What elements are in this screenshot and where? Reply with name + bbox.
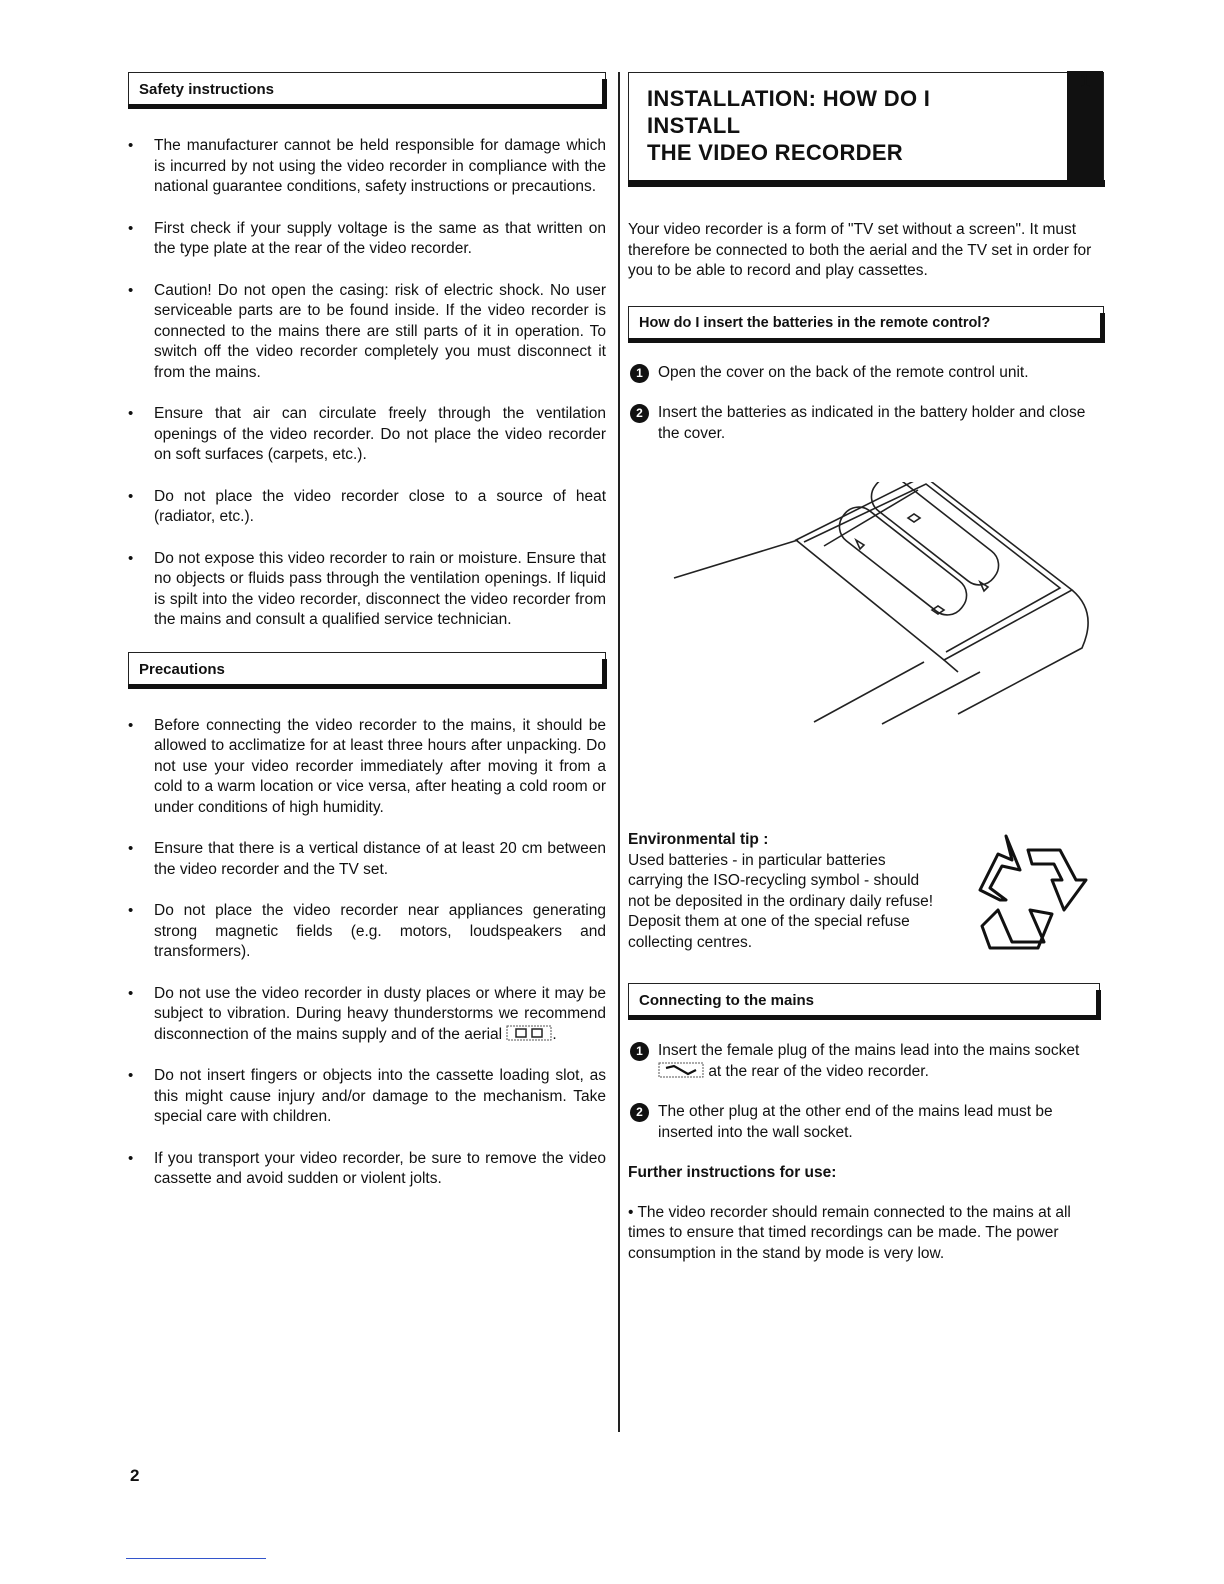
list-item: • Do not place the video recorder near appliances generating strong magnetic fields (e.g. motors, loudspeakers and transformers). (128, 901, 606, 963)
list-item: • Do not place the video recorder close to a source of heat (radiator, etc.). (128, 487, 606, 528)
list-item-text: Do not use the video recorder in dusty places or where it may be subject to vibration. During heavy thunderstorms we recommend disconnection of the mains supply and of the aerial (154, 984, 606, 1043)
safety-instructions-title: Safety instructions (139, 81, 275, 98)
aerial-socket-icon (506, 1025, 552, 1041)
step-number: 2 (630, 404, 649, 423)
mains-step (628, 1102, 1104, 1143)
right-column (628, 72, 1104, 1264)
list-item: • Do not use the video recorder in dusty places or where it may be subject to vibration. During heavy thunderstorms we recommend disconnection of the mains supply and of the aerial . (128, 984, 606, 1046)
step-number: 1 (630, 1042, 649, 1061)
recycling-icon (960, 830, 1090, 960)
battery-step (628, 363, 1104, 384)
step-text: Open the cover on the back of the remote control unit. (658, 363, 1029, 381)
list-item: • The manufacturer cannot be held responsible for damage which is incurred by not using the video recorder in compliance with the national guarantee conditions, safety instructions or precautions. (128, 136, 606, 198)
chapter-number-tab (1067, 71, 1103, 181)
safety-list (128, 136, 606, 631)
step-text: The other plug at the other end of the mains lead must be inserted into the wall socket. (658, 1103, 1053, 1141)
chapter-title-line: THE VIDEO RECORDER (647, 140, 903, 165)
mains-title: Connecting to the mains (639, 992, 815, 1009)
list-item: • First check if your supply voltage is the same as that written on the type plate at the rear of the video recorder. (128, 219, 606, 260)
list-item: • Ensure that there is a vertical distance of at least 20 cm between the video recorder and the TV set. (128, 839, 606, 880)
intro-text: Your video recorder is a form of "TV set without a screen". It must therefore be connected to both the aerial and the TV set in order for you to be able to record and play cassettes. (628, 221, 1092, 279)
column-divider (618, 72, 620, 1432)
environment-text: Used batteries - in particular batteries carrying the ISO-recycling symbol - should not be deposited in the ordinary daily refuse! Deposit them at one of the special refuse collecting centres. (628, 851, 934, 951)
list-item: • Ensure that air can circulate freely through the ventilation openings of the video recorder. Do not place the video recorder on soft surfaces (carpets, etc.). (128, 404, 606, 466)
chapter-title (647, 85, 1007, 166)
chapter-title-line: INSTALLATION: HOW DO I (647, 86, 931, 111)
environment-block (628, 830, 1104, 953)
battery-step (628, 403, 1104, 444)
chapter-title-line: INSTALL (647, 113, 741, 138)
further-instructions-title: Further instructions for use: (628, 1164, 837, 1181)
precautions-list (128, 716, 606, 1190)
precautions-header (128, 652, 606, 684)
mains-step (628, 1041, 1104, 1082)
step-text: Insert the female plug of the mains lead into the mains socket (658, 1042, 1080, 1059)
list-item: • Do not insert fingers or objects into the cassette loading slot, as this might cause injury and/or damage to the mechanism. Take special care with children. (128, 1066, 606, 1128)
page-number: 2 (130, 1466, 140, 1485)
footer-rule (126, 1558, 266, 1559)
chapter-number: 1 (1079, 71, 1090, 91)
list-item: • If you transport your video recorder, be sure to remove the video cassette and avoid sudden or violent jolts. (128, 1149, 606, 1190)
chapter-title-box (628, 72, 1104, 180)
list-item: • Before connecting the video recorder to the mains, it should be allowed to acclimatize for at least three hours after unpacking. Do not use your video recorder immediately after moving it from a cold to a warm location or vice versa, after heating a cold room or under conditions of high humidity. (128, 716, 606, 819)
environment-title: Environmental tip : (628, 831, 769, 848)
step-text: at the rear of the video recorder. (708, 1062, 929, 1080)
mains-socket-icon (658, 1062, 704, 1078)
step-number: 2 (630, 1103, 649, 1122)
precautions-title: Precautions (139, 660, 225, 678)
step-text: Insert the batteries as indicated in the battery holder and close the cover. (658, 404, 1086, 442)
batteries-header (628, 306, 1104, 338)
battery-compartment-illustration (628, 482, 1104, 762)
mains-header (628, 983, 1100, 1015)
further-instructions-text: • The video recorder should remain connected to the mains at all times to ensure that timed recordings can be made. The power consumption in the stand by mode is very low. (628, 1203, 1071, 1262)
safety-instructions-header (128, 72, 606, 104)
step-number: 1 (630, 364, 649, 383)
batteries-title: How do I insert the batteries in the remote control? (639, 314, 991, 331)
left-column (128, 72, 606, 1211)
list-item: • Do not expose this video recorder to rain or moisture. Ensure that no objects or fluids pass through the ventilation openings. If liquid is spilt into the video recorder, disconnect the video recorder from the mains and consult a qualified service technician. (128, 549, 606, 631)
list-item: • Caution! Do not open the casing: risk of electric shock. No user serviceable parts are to be found inside. If the video recorder is connected to the mains there are still parts of it in operation. To switch off the video recorder completely you must disconnect it from the mains. (128, 281, 606, 384)
